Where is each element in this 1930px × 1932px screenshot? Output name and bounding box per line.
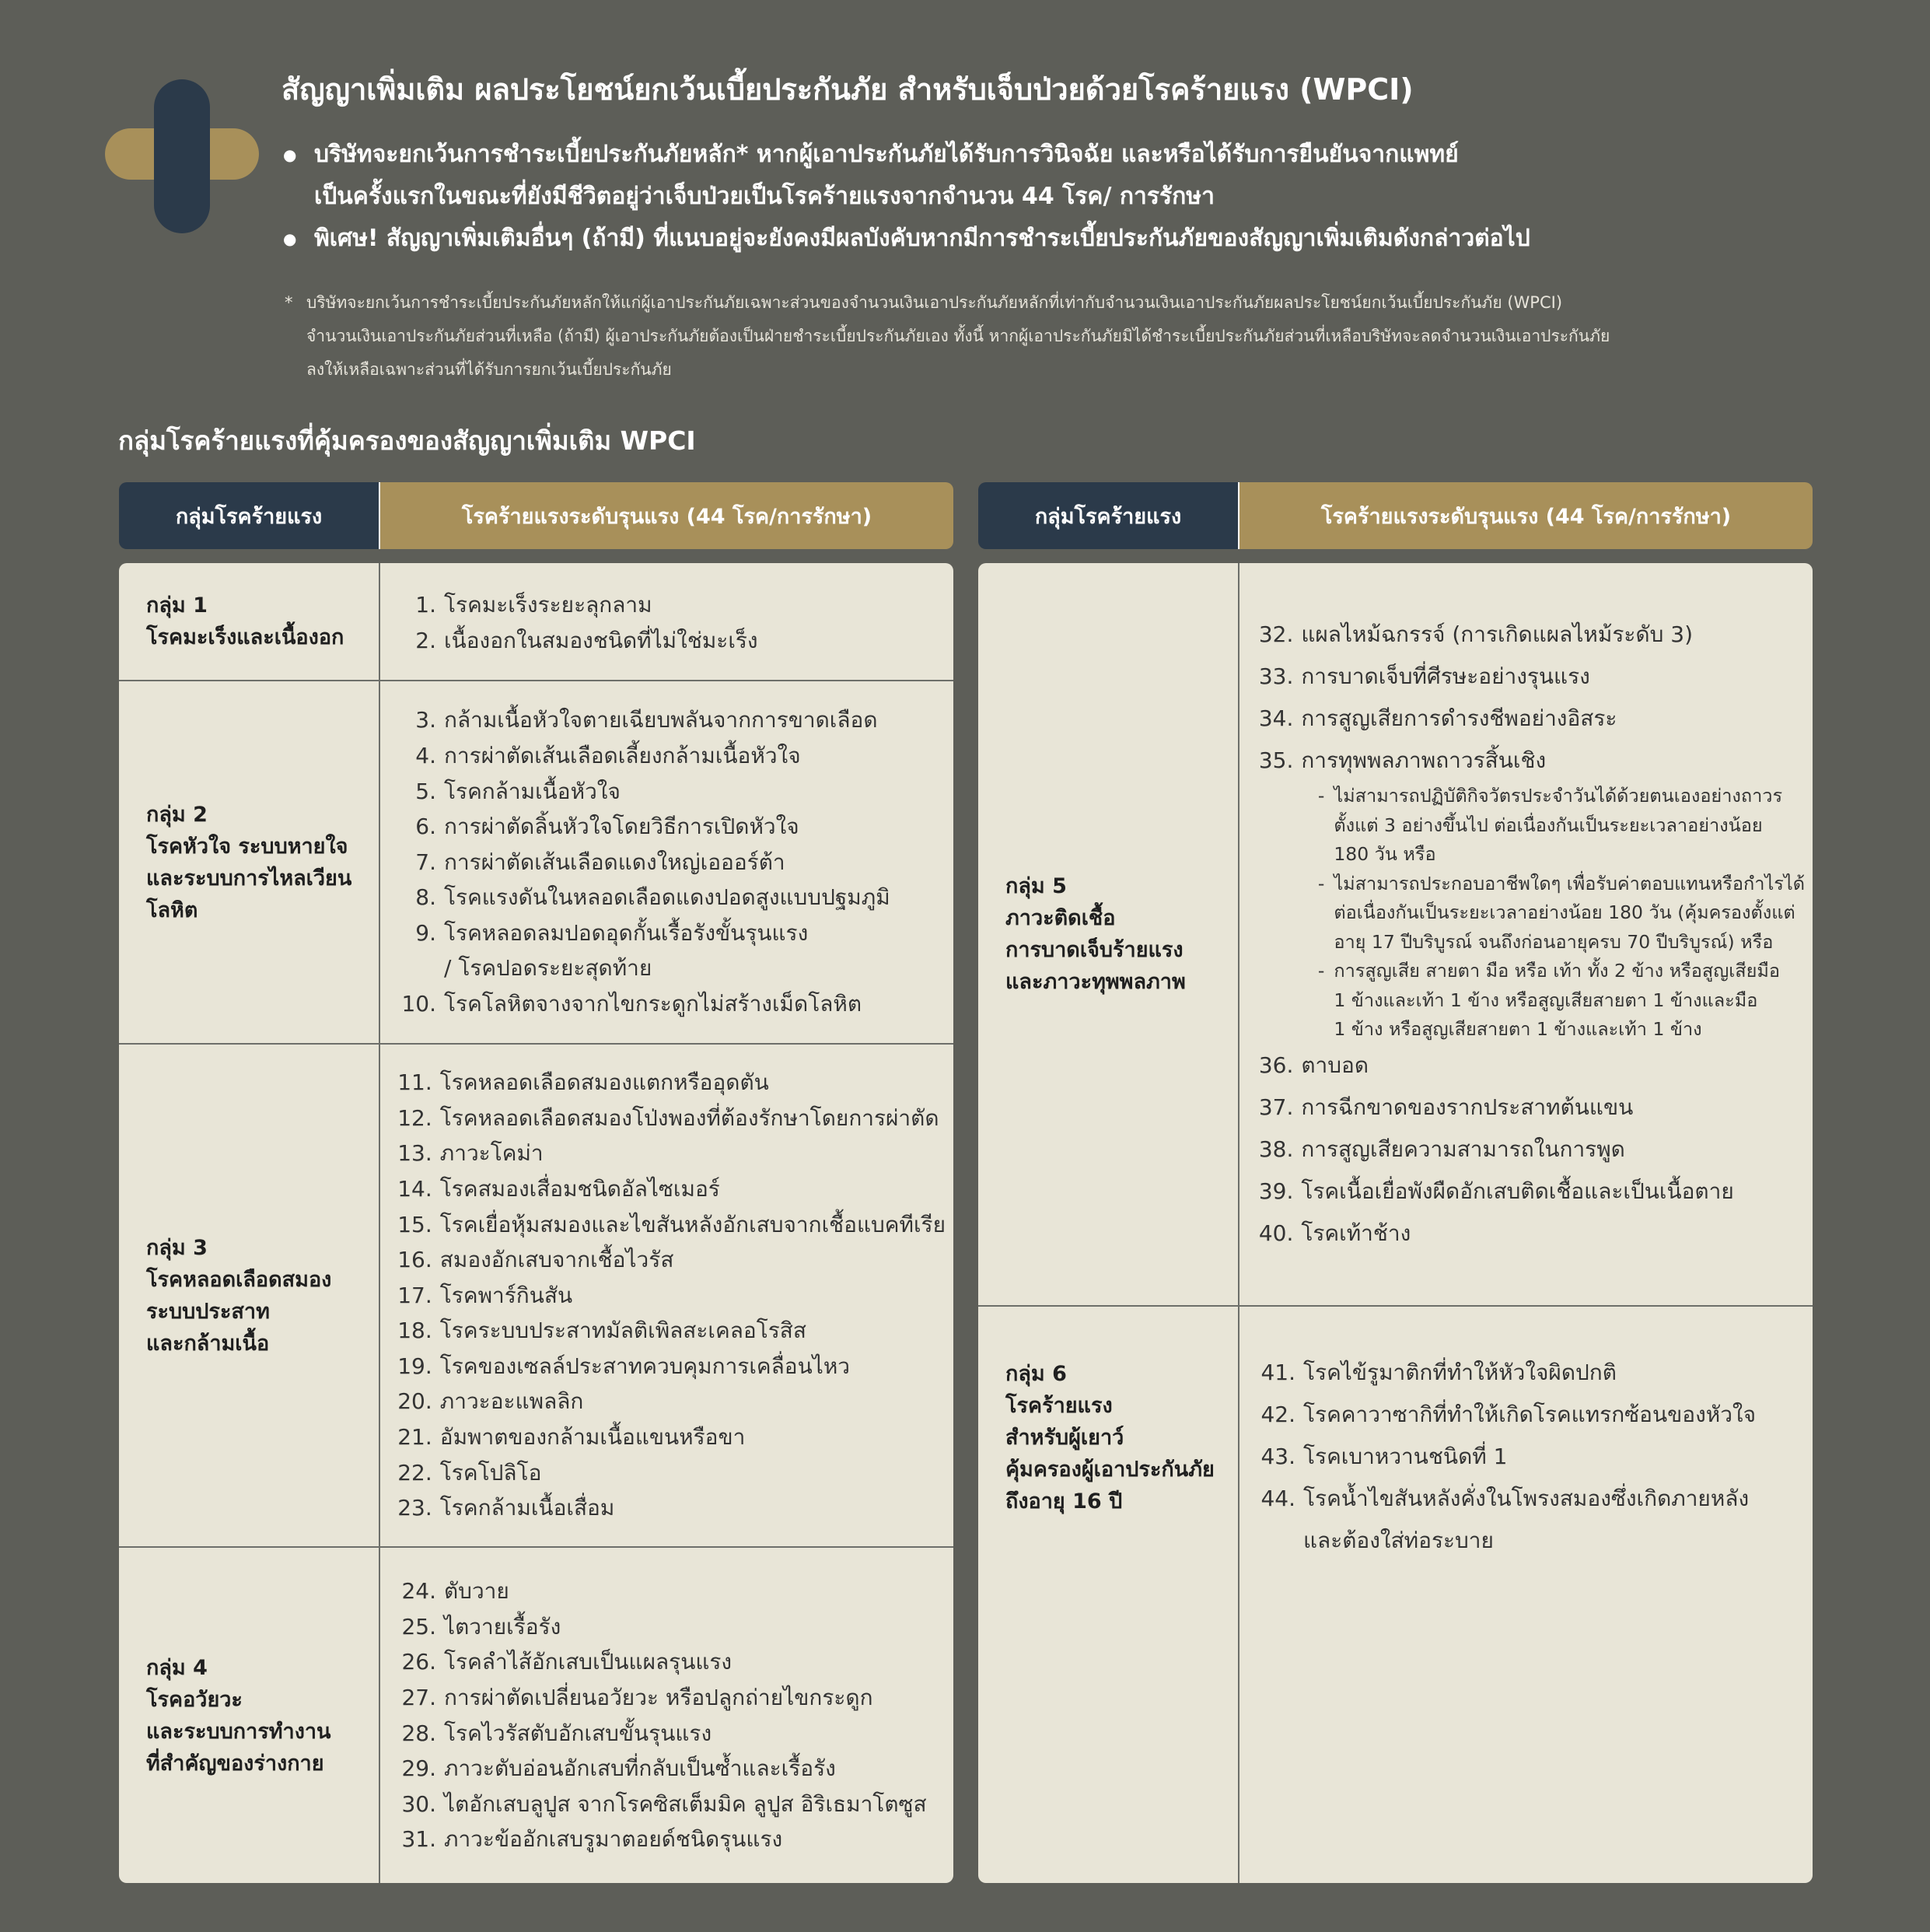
table-row (119, 563, 953, 681)
disability-condition: - การสูญเสีย สายตา มือ หรือ เท้า ทั้ง 2 ข้าง หรือสูญเสียมือ 1 ข้างและเท้า 1 ข้าง หรือสูญเสียสายตา 1 ข้างและมือ 1 ข้าง หรือสูญเสียสายตา 1 ข้างและเท้า 1 ข้าง (1317, 960, 1780, 1041)
table-body (978, 563, 1813, 1883)
disability-condition: - ไม่สามารถประกอบอาชีพใดๆ เพื่อรับค่าตอบแทนหรือกำไรได้ ต่อเนื่องกันเป็นระยะเวลาอย่างน้อย 180 วัน (คุ้มครองตั้งแต่ อายุ 17 ปีบริบูรณ์ จนถึงก่อนอายุครบ 70 ปีบริบูรณ์) หรือ (1317, 872, 1805, 953)
group-label: กลุ่ม 3 โรคหลอดเลือดสมอง ระบบประสาท และกล้ามเนื้อ (146, 1235, 332, 1356)
disease-item: / โรคปอดระยะสุดท้าย (444, 955, 652, 982)
section-title: กลุ่มโรคร้ายแรงที่คุ้มครองของสัญญาเพิ่มเติม WPCI (118, 425, 696, 456)
table-body (119, 563, 953, 1883)
disease-item: 37. การฉีกขาดของรากประสาทต้นแขน (1258, 1094, 1634, 1120)
disease-item: 19. โรคของเซลล์ประสาทควบคุมการเคลื่อนไหว (397, 1353, 851, 1379)
disease-list (1237, 563, 1813, 1305)
table-row (119, 681, 953, 1045)
header-group: กลุ่มโรคร้ายแรง (119, 482, 380, 549)
disease-item: 14. โรคสมองเสื่อมชนิดอัลไซเมอร์ (397, 1175, 720, 1202)
disease-list (376, 1045, 953, 1546)
group-label: กลุ่ม 6 โรคร้ายแรง สำหรับผู้เยาว์ คุ้มครองผู้เอาประกันภัย ถึงอายุ 16 ปี (1005, 1362, 1215, 1514)
disease-item: 4. การผ่าตัดเส้นเลือดเลี้ยงกล้ามเนื้อหัวใจ (415, 742, 801, 768)
disease-item: 40. โรคเท้าช้าง (1258, 1220, 1411, 1246)
disease-item: 15. โรคเยื่อหุ้มสมองและไขสันหลังอักเสบจากเชื้อแบคทีเรีย (397, 1211, 946, 1237)
bullet-special: ● พิเศษ! สัญญาเพิ่มเติมอื่นๆ (ถ้ามี) ที่แนบอยู่จะยังคงมีผลบังคับหากมีการชำระเบี้ยประกันภัยของสัญญาเพิ่มเติมดังกล่าวต่อไป (281, 218, 1883, 260)
disease-item: 11. โรคหลอดเลือดสมองแตกหรืออุดตัน (397, 1069, 769, 1096)
disease-table-left (119, 482, 953, 1853)
disease-item: 17. โรคพาร์กินสัน (397, 1282, 573, 1308)
disease-item: 27. การผ่าตัดเปลี่ยนอวัยวะ หรือปลูกถ่ายไขกระดูก (401, 1684, 873, 1710)
disease-item: 29. ภาวะตับอ่อนอักเสบที่กลับเป็นซ้ำและเรื้อรัง (401, 1755, 836, 1782)
disease-item: 8. โรคแรงดันในหลอดเลือดแดงปอดสูงแบบปฐมภูมิ (415, 884, 890, 911)
disease-item: 43. โรคเบาหวานชนิดที่ 1 (1260, 1444, 1508, 1469)
disease-item: 25. ไตวายเรื้อรัง (401, 1613, 561, 1640)
disease-item: 34. การสูญเสียการดำรงชีพอย่างอิสระ (1258, 705, 1617, 732)
table-row (978, 1307, 1813, 1883)
disease-item: 12. โรคหลอดเลือดสมองโป่งพองที่ต้องรักษาโดยการผ่าตัด (397, 1104, 939, 1131)
group-label: กลุ่ม 1 โรคมะเร็งและเนื้องอก (146, 593, 344, 649)
disease-item: 23. โรคกล้ามเนื้อเสื่อม (397, 1495, 615, 1521)
disease-item: 16. สมองอักเสบจากเชื้อไวรัส (397, 1247, 674, 1273)
disease-item: 36. ตาบอด (1258, 1052, 1369, 1078)
disease-item: 6. การผ่าตัดลิ้นหัวใจโดยวิธีการเปิดหัวใจ (415, 814, 799, 840)
disease-item: 1. โรคมะเร็งระยะลุกลาม (415, 592, 652, 618)
group-label: กลุ่ม 5 ภาวะติดเชื้อ การบาดเจ็บร้ายแรง และภาวะทุพพลภาพ (1005, 874, 1186, 994)
disease-list (380, 1548, 953, 1883)
disease-item: 9. โรคหลอดลมปอดอุดกั้นเรื้อรังขั้นรุนแรง (415, 919, 809, 946)
disease-item: 2. เนื้องอกในสมองชนิดที่ไม่ใช่มะเร็ง (415, 628, 758, 653)
disease-item: 21. อัมพาตของกล้ามเนื้อแขนหรือขา (397, 1424, 746, 1451)
disease-list (380, 563, 953, 680)
disease-item: 32. แผลไหม้ฉกรรจ์ (การเกิดแผลไหม้ระดับ 3) (1258, 621, 1693, 648)
benefit-bullets (281, 134, 1883, 260)
disease-item: 13. ภาวะโคม่า (397, 1140, 544, 1167)
disease-item: 44. โรคน้ำไขสันหลังคั่งในโพรงสมองซึ่งเกิดภายหลัง (1260, 1486, 1750, 1511)
disease-item: 30. ไตอักเสบลูปูส จากโรคซิสเต็มมิค ลูปูส อิริเธมาโตซูส (401, 1790, 927, 1817)
header-diseases: โรคร้ายแรงระดับรุนแรง (44 โรค/การรักษา) (380, 482, 953, 549)
header-diseases: โรคร้ายแรงระดับรุนแรง (44 โรค/การรักษา) (1239, 482, 1813, 549)
disease-list (380, 681, 953, 1043)
disease-item: 41. โรคไข้รูมาติกที่ทำให้หัวใจผิดปกติ (1260, 1360, 1617, 1385)
disease-item: 18. โรคระบบประสาทมัลติเพิลสะเคลอโรสิส (397, 1318, 806, 1344)
header-group: กลุ่มโรคร้ายแรง (978, 482, 1239, 549)
disease-item: และต้องใส่ท่อระบาย (1303, 1528, 1494, 1553)
group-label: กลุ่ม 2 โรคหัวใจ ระบบหายใจ และระบบการไหลเวียน โลหิต (146, 802, 352, 922)
group-label: กลุ่ม 4 โรคอวัยวะ และระบบการทำงาน ที่สำคัญของร่างกาย (146, 1655, 331, 1776)
table-row (119, 1045, 953, 1548)
table-row (119, 1548, 953, 1883)
disease-item: 26. โรคลำไส้อักเสบเป็นแผลรุนแรง (401, 1649, 732, 1675)
bullet-waiver: ● บริษัทจะยกเว้นการชำระเบี้ยประกันภัยหลัก* หากผู้เอาประกันภัยได้รับการวินิจฉัย และหรือได้รับการยืนยันจากแพทย์ เป็นครั้งแรกในขณะที่ยังมีชีวิตอยู่ว่าเจ็บป่วยเป็นโรคร้ายแรงจากจำนวน 44 โรค/ การรักษา (281, 134, 1883, 218)
disease-item: 39. โรคเนื้อเยื่อพังผืดอักเสบติดเชื้อและเป็นเนื้อตาย (1258, 1178, 1734, 1204)
disease-item: 10. โรคโลหิตจางจากไขกระดูกไม่สร้างเม็ดโลหิต (401, 991, 862, 1017)
disease-item: 5. โรคกล้ามเนื้อหัวใจ (415, 778, 621, 804)
logo-cross-icon (105, 76, 260, 232)
disability-condition: - ไม่สามารถปฏิบัติกิจวัตรประจำวันได้ด้วยตนเองอย่างถาวร ตั้งแต่ 3 อย่างขึ้นไป ต่อเนื่องกันเป็นระยะเวลาอย่างน้อย 180 วัน หรือ (1317, 785, 1783, 866)
disease-item: 3. กล้ามเนื้อหัวใจตายเฉียบพลันจากการขาดเลือด (415, 707, 878, 733)
disease-item: 28. โรคไวรัสตับอักเสบขั้นรุนแรง (401, 1720, 712, 1746)
table-header (119, 482, 953, 549)
disease-list (1239, 1307, 1813, 1883)
disease-item: 35. การทุพพลภาพถาวรสิ้นเชิง (1258, 747, 1547, 774)
disease-item: 31. ภาวะข้ออักเสบรูมาตอยด์ชนิดรุนแรง (401, 1826, 783, 1853)
page-title: สัญญาเพิ่มเติม ผลประโยชน์ยกเว้นเบี้ยประกันภัย สำหรับเจ็บป่วยด้วยโรคร้ายแรง (WPCI) (281, 72, 1414, 107)
table-header (978, 482, 1813, 549)
disease-item: 20. ภาวะอะแพลลิก (397, 1388, 584, 1415)
table-row (978, 563, 1813, 1307)
disease-item: 38. การสูญเสียความสามารถในการพูด (1258, 1136, 1625, 1162)
disease-table-right (978, 482, 1813, 1553)
disease-item: 24. ตับวาย (401, 1578, 509, 1605)
disease-item: 22. โรคโปลิโอ (397, 1459, 542, 1486)
disease-item: 7. การผ่าตัดเส้นเลือดแดงใหญ่เอออร์ต้า (415, 849, 785, 875)
disease-item: 33. การบาดเจ็บที่ศีรษะอย่างรุนแรง (1258, 663, 1590, 690)
disease-item: 42. โรคคาวาซากิที่ทำให้เกิดโรคแทรกซ้อนของหัวใจ (1260, 1402, 1757, 1427)
footnote: * บริษัทจะยกเว้นการชำระเบี้ยประกันภัยหลักให้แก่ผู้เอาประกันภัยเฉพาะส่วนของจำนวนเงินเอาประกันภัยหลักที่เท่ากับจำนวนเงินเอาประกันภัยผลประโยชน์ยกเว้นเบี้ยประกันภัย (WPCI) จำนวนเงินเอาประกันภัยส่วนที่เหลือ (ถ้ามี) ผู้เอาประกันภัยต้องเป็นฝ่ายชำระเบี้ยประกันภัยเอง ทั้งนี้ หากผู้เอาประกันภัยมิได้ชำระเบี้ยประกันภัยส่วนที่เหลือบริษัทจะลดจำนวนเงินเอาประกันภัย ลงให้เหลือเฉพาะส่วนที่ได้รับการยกเว้นเบี้ยประกันภัย (285, 293, 1610, 379)
